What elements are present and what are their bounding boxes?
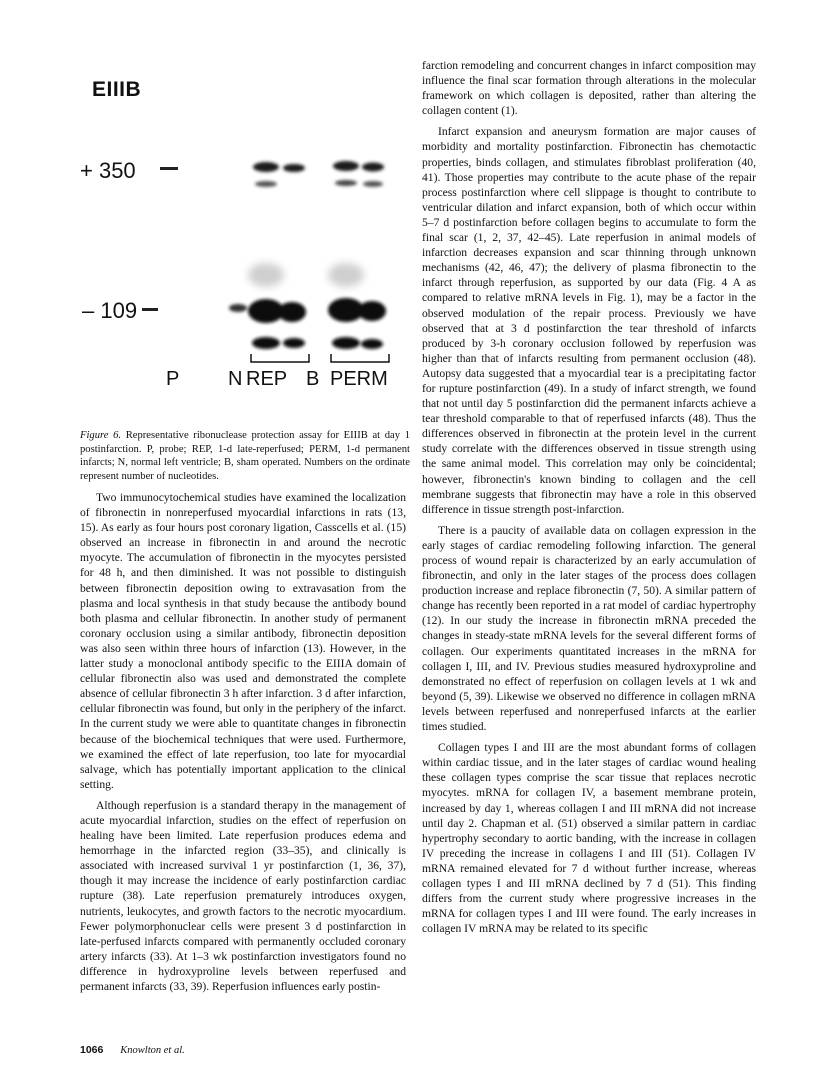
right-column [422, 58, 756, 936]
paragraph: Collagen types I and III are the most abundant forms of collagen within cardiac tissue, and in the later stages of cardiac wound healing these collagen types comprise the scar tissue that replaces necrotic myocytes. mRNA for collagen IV, a basement membrane protein, increased by day 1, whereas collagen I and III mRNA did not increase until day 2. Chapman et al. (51) observed a similar pattern in cardiac hypertrophy secondary to aortic banding, with the increase in collagen IV preceding the increase in collagens I and III (51). Collagen IV mRNA remained elevated for 7 d without further increase, whereas collagen types I and III mRNA declined by 7 d (51). This finding differs from the current study where progressive increases in the mRNA for collagen types I and III were found. The early increases in collagen IV mRNA may be related to its specific [422, 741, 756, 936]
marker-label-350: + 350 [80, 158, 136, 183]
paragraph: There is a paucity of available data on collagen expression in the early stages of cardiac remodeling following infarction. The general process of wound repair is characterized by an early accumulation of fibronectin, and only in the later stages of the process does collagen production increase and replace fibronectin (7, 50). A similar pattern of change has recently been reported in a rat model of cardiac hypertrophy (12). In our study the increase in fibronectin mRNA preceded the changes in steady-state mRNA levels for the several different forms of collagen. Our experiments quantitated increases in the mRNA for collagen I, III, and IV. Previous studies measured hydroxyproline and demonstrated no effect of reperfusion on collagen levels at 1 wk and beyond (5, 39). Likewise we observed no difference in collagen mRNA levels between reperfused and nonreperfused infarcts at the earlier times studied. [422, 523, 756, 734]
marker-label-109: – 109 [82, 298, 138, 323]
lane-label-rep: REP [246, 368, 288, 390]
upper-bands [253, 161, 384, 187]
marker-tick-350 [160, 167, 178, 170]
bracket-rep [251, 354, 309, 362]
marker-tick-109 [142, 308, 158, 311]
lane-label-b: B [306, 368, 320, 390]
caption-text: Representative ribonuclease protection assay for EIIIB at day 1 postinfarction. P, probe; REP, 1-d late-reperfused; PERM, 1-d permanent infarcts; N, normal left ventricle; B, sham operated. Numbers on the ordinate represent number of nucleotides. [80, 430, 410, 482]
running-head: Knowlton et al. [120, 1045, 185, 1056]
figure-caption [80, 429, 410, 483]
lane-label-perm: PERM [330, 368, 388, 390]
caption-label: Figure 6. [80, 430, 122, 441]
paragraph: Two immunocytochemical studies have examined the localization of fibronectin in nonreperfused myocardial infarctions in rats (13, 15). As early as four hours post coronary ligation, Casscells et al. (15) observed an increase in fibronectin in and around the necrotic myocyte. The accumulation of fibronectin in the myocytes persisted for 48 h, and then diminished. It was not possible to distinguish between fibronectin deposition owing to extravasation from the plasma and local synthesis in that study because the antibody bound both plasma and cellular fibronectin. In another study of permanent coronary occlusion using a similar antibody, fibronectin deposition was also seen within three hours of infarction (13). However, in the latter study a monoclonal antibody specific to the EIIIA domain of cellular fibronectin also was used and demonstrated the complete absence of cellular fibronectin 3 h after infarction. 3 d after infarction, cellular fibronectin was found, but only in the periphery of the infarct. In the current study we were able to quantitate changes in fibronectin because of the biochemical techniques that were used. Furthermore, we examined the effect of late reperfusion, too late for myocardial salvage, which has potentially important application to the clinical setting. [80, 491, 406, 791]
lane-label-p: P [166, 368, 180, 390]
lower-bands [229, 298, 386, 349]
paragraph: Infarct expansion and aneurysm formation are major causes of morbidity and mortality postinfarction. Fibronectin has chemotactic properties, binds collagen, and stimulates fibroblast proliferation (40, 41). Those properties may contribute to the acute phase of the repair process postinfarction where cell slippage is thought to contribute to ventricular dilation and infarct expansion, both of which occur within 5–7 d postinfarction before collagen begins to accumulate to form the final scar (1, 2, 37, 42–45). Late reperfusion in animal models of infarction decreases expansion and scar thinning through unknown mechanisms (42, 46, 47); the delivery of plasma fibronectin to the infarct through reperfusion, as supported by our data (Fig. 4 A as compared to relative mRNA levels in Fig. 1), may be a factor in the observed modulation of the repair process. Previously we have observed that at 3 d postinfarction the tear threshold of infarcts produced by 3-h coronary occlusion followed by reperfusion was higher than that of infarcts resulting from permanent occlusion (48). Autopsy data suggested that a myocardial tear is a precipitating factor for rupture postinfarction (49). In a study of infarct strength, we found that not until day 5 postinfarction did the permanent infarcts achieve a tear threshold comparable to that of reperfused infarcts (48). Thus the differences observed in fibronectin at the protein level in the current study correlate with the differences observed in tissue strength using the same animal model. This correlation may only be coincidental; however, fibronectin's known binding to collagen and the cell membrane suggests that fibronectin may have a role in this observed difference in tissue strength post-infarction. [422, 125, 756, 516]
panel-label: EIIIB [92, 78, 142, 101]
page-number: 1066 [80, 1044, 104, 1056]
figure-6 [80, 60, 410, 440]
left-column [80, 490, 406, 994]
paragraph-continuation: farction remodeling and concurrent changes in infarct composition may influence the final scar formation through alterations in the molecular framework on which collagen is deposited, rather than altering the collagen content (1). [422, 59, 756, 118]
paragraph: Although reperfusion is a standard therapy in the management of acute myocardial infarction, studies on the effect of reperfusion on healing have been limited. Late reperfusion produces edema and hemorrhage in the infarcted region (33–35), and clinically is associated with increased survival 1 yr postinfarction (1, 36, 37), though it may increase the incidence of early postinfarction cardiac rupture (38). Late reperfusion prematurely introduces oxygen, nutrients, leukocytes, and growth factors to the necrotic myocardium. Fewer polymorphonuclear cells were present 3 d postinfarction in late-perfused infarcts compared with permanently occluded coronary artery infarcts (33). At 1–3 wk postinfarction investigators found no difference in hydroxyproline levels between reperfused and permanent infarcts (33, 39). Reperfusion influences early postin- [80, 798, 406, 993]
gel-image [80, 60, 410, 400]
lane-label-n: N [228, 368, 243, 390]
page-footer [80, 1044, 185, 1056]
bracket-perm [331, 354, 389, 362]
probe-smear [248, 263, 364, 287]
